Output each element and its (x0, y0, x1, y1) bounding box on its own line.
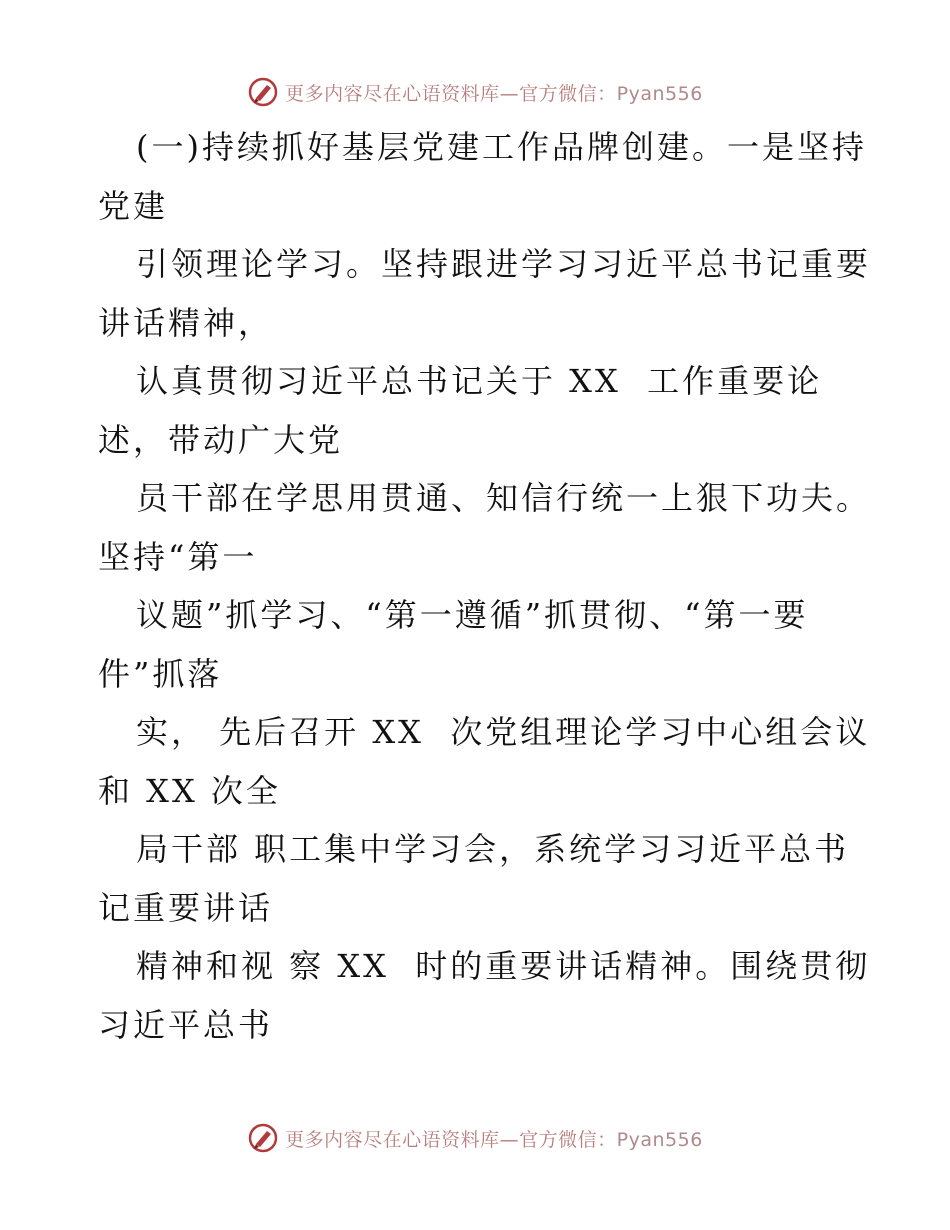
text-line: 党建 (98, 186, 169, 225)
text-line: 议题”抓学习、“第一遵循”抓贯彻、“第一要 (136, 596, 809, 634)
text-line: 员干部在学思用贯通、知信行统一上狠下功夫。 (136, 479, 872, 517)
text-line: 习近平总书 (98, 1005, 274, 1044)
document-body (98, 118, 872, 1054)
pen-logo-icon (247, 1122, 279, 1154)
text-line: 精神和视 察 XX 时的重要讲话精神。围绕贯彻 (136, 947, 871, 985)
text-line: 件”抓落 (98, 654, 223, 693)
text-line: 实， 先后召开 XX 次党组理论学习中心组会议 (136, 713, 871, 751)
text-line: 认真贯彻习近平总书记关于 XX 工作重要论 (136, 362, 823, 400)
text-line: (一)持续抓好基层党建工作品牌创建。一是坚持 (136, 128, 867, 166)
text-line: 述，带动广大党 (98, 420, 344, 459)
text-line: 和 XX 次全 (98, 771, 281, 810)
watermark-label: 更多内容尽在心语资料库—官方微信： (285, 1128, 617, 1151)
text-line: 讲话精神， (98, 303, 274, 342)
header-watermark (0, 72, 950, 112)
text-line: 记重要讲话 (98, 888, 274, 927)
text-line: 局干部 职工集中学习会，系统学习习近平总书 (136, 830, 850, 868)
text-line: 引领理论学习。坚持跟进学习习近平总书记重要 (136, 245, 872, 283)
watermark-text (285, 1125, 703, 1152)
footer-watermark (0, 1118, 950, 1158)
text-line: 坚持“第一 (98, 537, 258, 576)
watermark-label: 更多内容尽在心语资料库—官方微信： (285, 82, 617, 105)
watermark-text (285, 79, 703, 106)
watermark-wechat-id: Pyan556 (616, 1128, 703, 1151)
pen-logo-icon (247, 76, 279, 108)
watermark-wechat-id: Pyan556 (616, 82, 703, 105)
